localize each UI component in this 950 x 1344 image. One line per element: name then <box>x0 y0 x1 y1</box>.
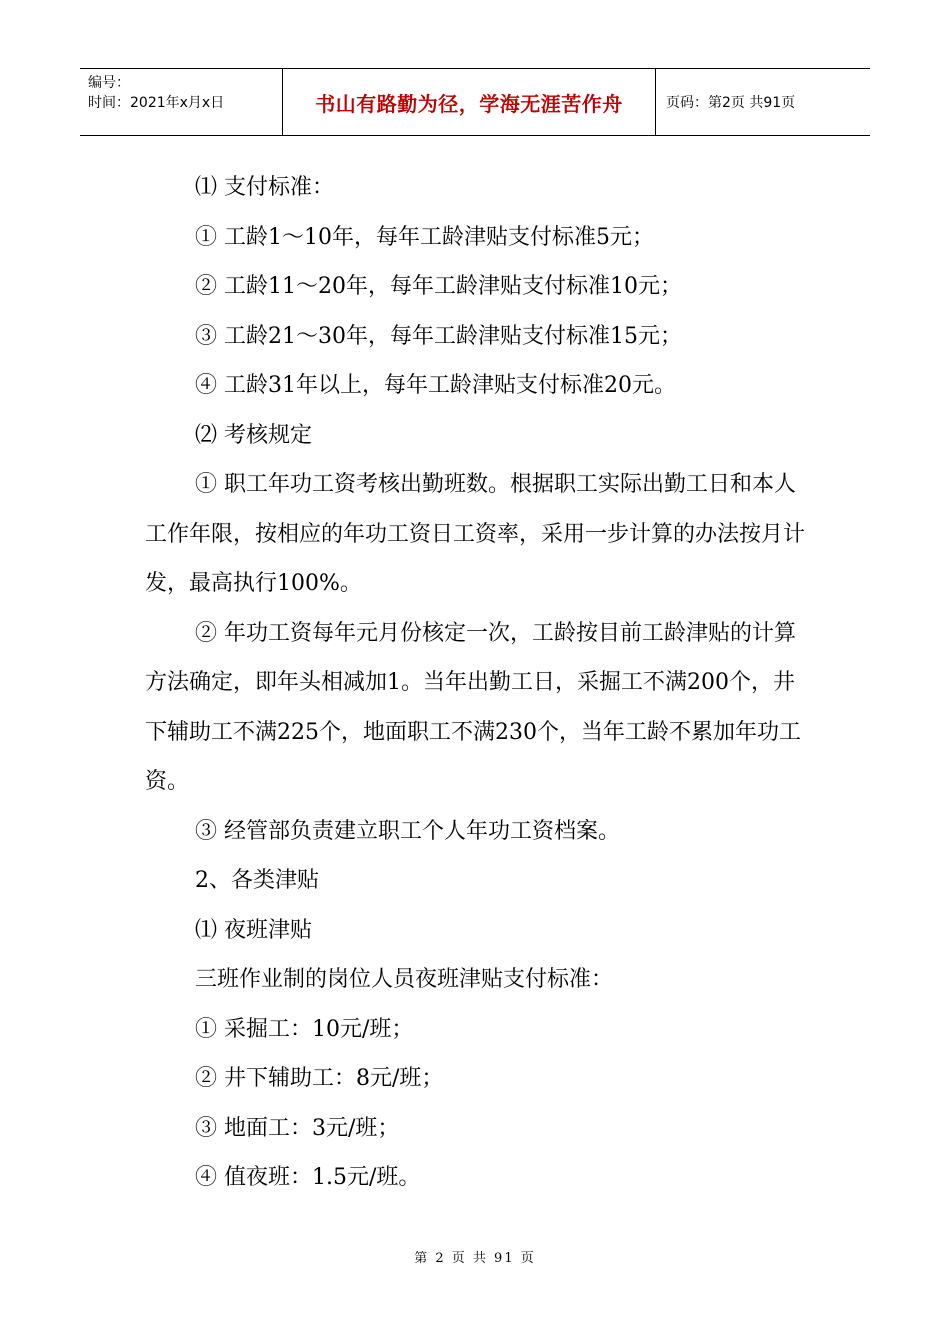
paragraph-seniority-2: ② 工龄11～20年，每年工龄津贴支付标准10元； <box>195 274 682 299</box>
paragraph-night-shift-intro: 三班作业制的岗位人员夜班津贴支付标准： <box>195 967 614 992</box>
paragraph-payment-standard: ⑴ 支付标准： <box>195 175 334 200</box>
paragraph-night-shift-heading: ⑴ 夜班津贴 <box>195 917 312 943</box>
paragraph-night-shift-2: ② 井下辅助工：8元/班； <box>195 1066 444 1091</box>
page-header <box>80 68 870 136</box>
paragraph-assessment-2: ② 年功工资每年元月份核定一次，工龄按目前工龄津贴的计算方法确定，即年头相减加1。当年出勤工日，采掘工不满200个，井下辅助工不满225个，地面职工不满230个，当年工龄不累加年功工资。 <box>145 620 801 794</box>
paragraph-assessment-heading: ⑵ 考核规定 <box>195 422 312 448</box>
page-footer: 第 2 页 共 91 页 <box>414 1251 536 1266</box>
header-left-cell <box>80 69 282 135</box>
paragraph-seniority-4: ④ 工龄31年以上，每年工龄津贴支付标准20元。 <box>195 373 676 398</box>
paragraph-night-shift-3: ③ 地面工：3元/班； <box>195 1115 400 1141</box>
document-body <box>145 163 810 1203</box>
paragraph-seniority-3: ③ 工龄21～30年，每年工龄津贴支付标准15元； <box>195 323 682 349</box>
header-page-info: 页码：第2页 共91页 <box>666 95 796 111</box>
header-number-label: 编号： <box>88 75 130 91</box>
header-time-label: 时间：2021年x月x日 <box>88 95 225 111</box>
paragraph-night-shift-1: ① 采掘工：10元/班； <box>195 1016 414 1042</box>
paragraph-night-shift-4: ④ 值夜班：1.5元/班。 <box>195 1165 421 1190</box>
paragraph-seniority-1: ① 工龄1～10年，每年工龄津贴支付标准5元； <box>195 224 654 250</box>
header-motto: 书山有路勤为径，学海无涯苦作舟 <box>282 69 656 135</box>
paragraph-allowances-heading: 2、各类津贴 <box>195 868 319 893</box>
paragraph-assessment-3: ③ 经管部负责建立职工个人年功工资档案。 <box>195 818 620 844</box>
paragraph-assessment-1: ① 职工年功工资考核出勤班数。根据职工实际出勤工日和本人工作年限，按相应的年功工资日工资率，采用一步计算的办法按月计发，最高执行100%。 <box>145 472 806 596</box>
